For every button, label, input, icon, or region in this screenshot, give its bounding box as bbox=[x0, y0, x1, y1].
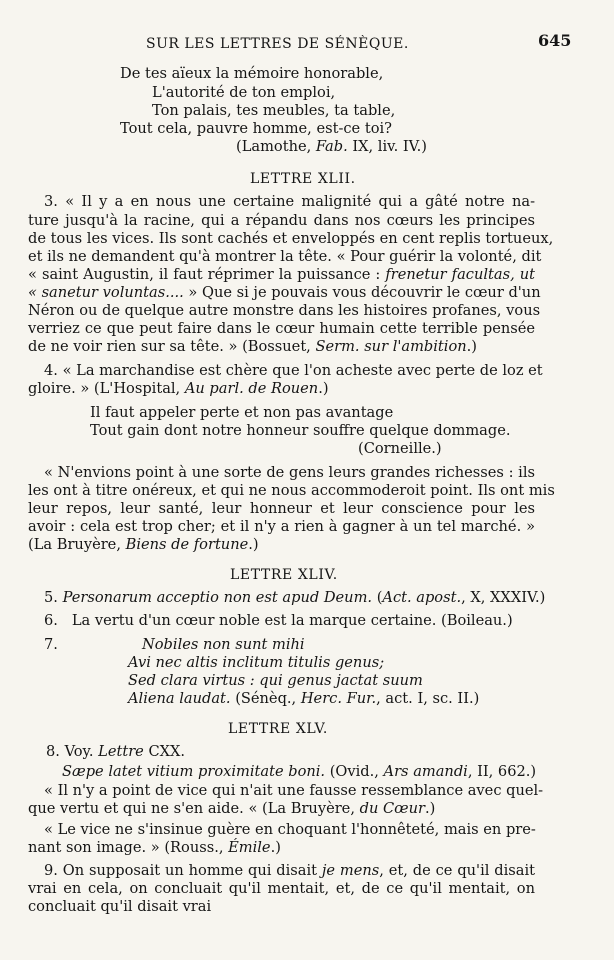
note-3-line: et ils ne demandent qu'à montrer la tête. « Pour guérir la volonté, dit bbox=[28, 248, 542, 265]
page-number: 645 bbox=[538, 31, 572, 50]
quote-attribution: (La Bruyère, Biens de fortune.) bbox=[28, 536, 259, 553]
verse-attribution: (Corneille.) bbox=[358, 440, 442, 457]
letter-title: LETTRE XLII. bbox=[250, 171, 356, 187]
verse-line: De tes aïeux la mémoire honorable, bbox=[120, 65, 384, 82]
running-title: SUR LES LETTRES DE SÉNÈQUE. bbox=[146, 36, 409, 52]
note-3-line: 3. « Il y a en nous une certaine malignité qui a gâté notre na- bbox=[44, 193, 535, 210]
note-8-line: 8. Voy. Lettre CXX. bbox=[46, 743, 186, 760]
verse-line: Il faut appeler perte et non pas avantage bbox=[90, 404, 394, 421]
note-7-number: 7. bbox=[44, 636, 58, 653]
note-8-line: que vertu et qui ne s'en aide. « (La Bruyère, du Cœur.) bbox=[28, 800, 436, 817]
latin-verse-line: Sed clara virtus : qui genus jactat suum bbox=[128, 672, 423, 689]
quote-line: « N'envions point à une sorte de gens leurs grandes richesses : ils bbox=[44, 464, 535, 481]
note-9-line: concluait qu'il disait vrai bbox=[28, 898, 212, 915]
verse-line: Tout cela, pauvre homme, est-ce toi? bbox=[120, 120, 392, 137]
note-4-line: 4. « La marchandise est chère que l'on acheste avec perte de loz et bbox=[44, 362, 543, 379]
verse-line: Tout gain dont notre honneur souffre quelque dommage. bbox=[90, 422, 511, 439]
note-9-line: 9. On supposait un homme qui disait je mens, et, de ce qu'il disait bbox=[44, 862, 535, 879]
letter-title: LETTRE XLIV. bbox=[230, 567, 338, 583]
note-8-line: « Le vice ne s'insinue guère en choquant l'honnêteté, mais en pre- bbox=[44, 821, 536, 838]
note-3-line: de ne voir rien sur sa tête. » (Bossuet, Serm. sur l'ambition.) bbox=[28, 338, 477, 355]
note-3-line: « sanetur voluntas.... » Que si je pouvais vous découvrir le cœur d'un bbox=[28, 284, 541, 301]
latin-verse-line: Aliena laudat. (Sénèq., Herc. Fur., act. I, sc. II.) bbox=[128, 690, 480, 707]
note-8-line: nant son image. » (Rouss., Émile.) bbox=[28, 839, 281, 856]
letter-title: LETTRE XLV. bbox=[228, 721, 328, 737]
latin-verse-line: Nobiles non sunt mihi bbox=[142, 636, 305, 653]
quote-line: leur repos, leur santé, leur honneur et leur conscience pour les bbox=[28, 500, 535, 517]
note-6: 6. La vertu d'un cœur noble est la marque certaine. (Boileau.) bbox=[44, 612, 513, 629]
note-3-line: verriez ce que peut faire dans le cœur humain cette terrible pensée bbox=[28, 320, 535, 337]
note-3-line: Néron ou de quelque autre monstre dans les histoires profanes, vous bbox=[28, 302, 541, 319]
latin-verse-line: Avi nec altis inclitum titulis genus; bbox=[128, 654, 385, 671]
note-8-line: Sæpe latet vitium proximitate boni. (Ovid., Ars amandi, II, 662.) bbox=[62, 763, 537, 780]
note-4-line: gloire. » (L'Hospital, Au parl. de Rouen.) bbox=[28, 380, 329, 397]
verse-line: L'autorité de ton emploi, bbox=[152, 84, 336, 101]
note-3-line: « saint Augustin, il faut réprimer la puissance : frenetur facultas, ut bbox=[28, 266, 535, 283]
note-3-line: de tous les vices. Ils sont cachés et enveloppés en cent replis tortueux, bbox=[28, 230, 554, 247]
quote-line: avoir : cela est trop cher; et il n'y a rien à gagner à un tel marché. » bbox=[28, 518, 535, 535]
note-8-line: « Il n'y a point de vice qui n'ait une fausse ressemblance avec quel- bbox=[44, 782, 544, 799]
note-3-line: ture jusqu'à la racine, qui a répandu dans nos cœurs les principes bbox=[28, 212, 535, 229]
note-9-line: vrai en cela, on concluait qu'il mentait, et, de ce qu'il mentait, on bbox=[28, 880, 535, 897]
verse-attribution: (Lamothe, Fab. IX, liv. IV.) bbox=[236, 138, 427, 155]
verse-line: Ton palais, tes meubles, ta table, bbox=[152, 102, 396, 119]
note-5: 5. Personarum acceptio non est apud Deum. (Act. apost., X, XXXIV.) bbox=[44, 589, 546, 606]
quote-line: les ont à titre onéreux, et qui ne nous accommoderoit point. Ils ont mis bbox=[28, 482, 555, 499]
